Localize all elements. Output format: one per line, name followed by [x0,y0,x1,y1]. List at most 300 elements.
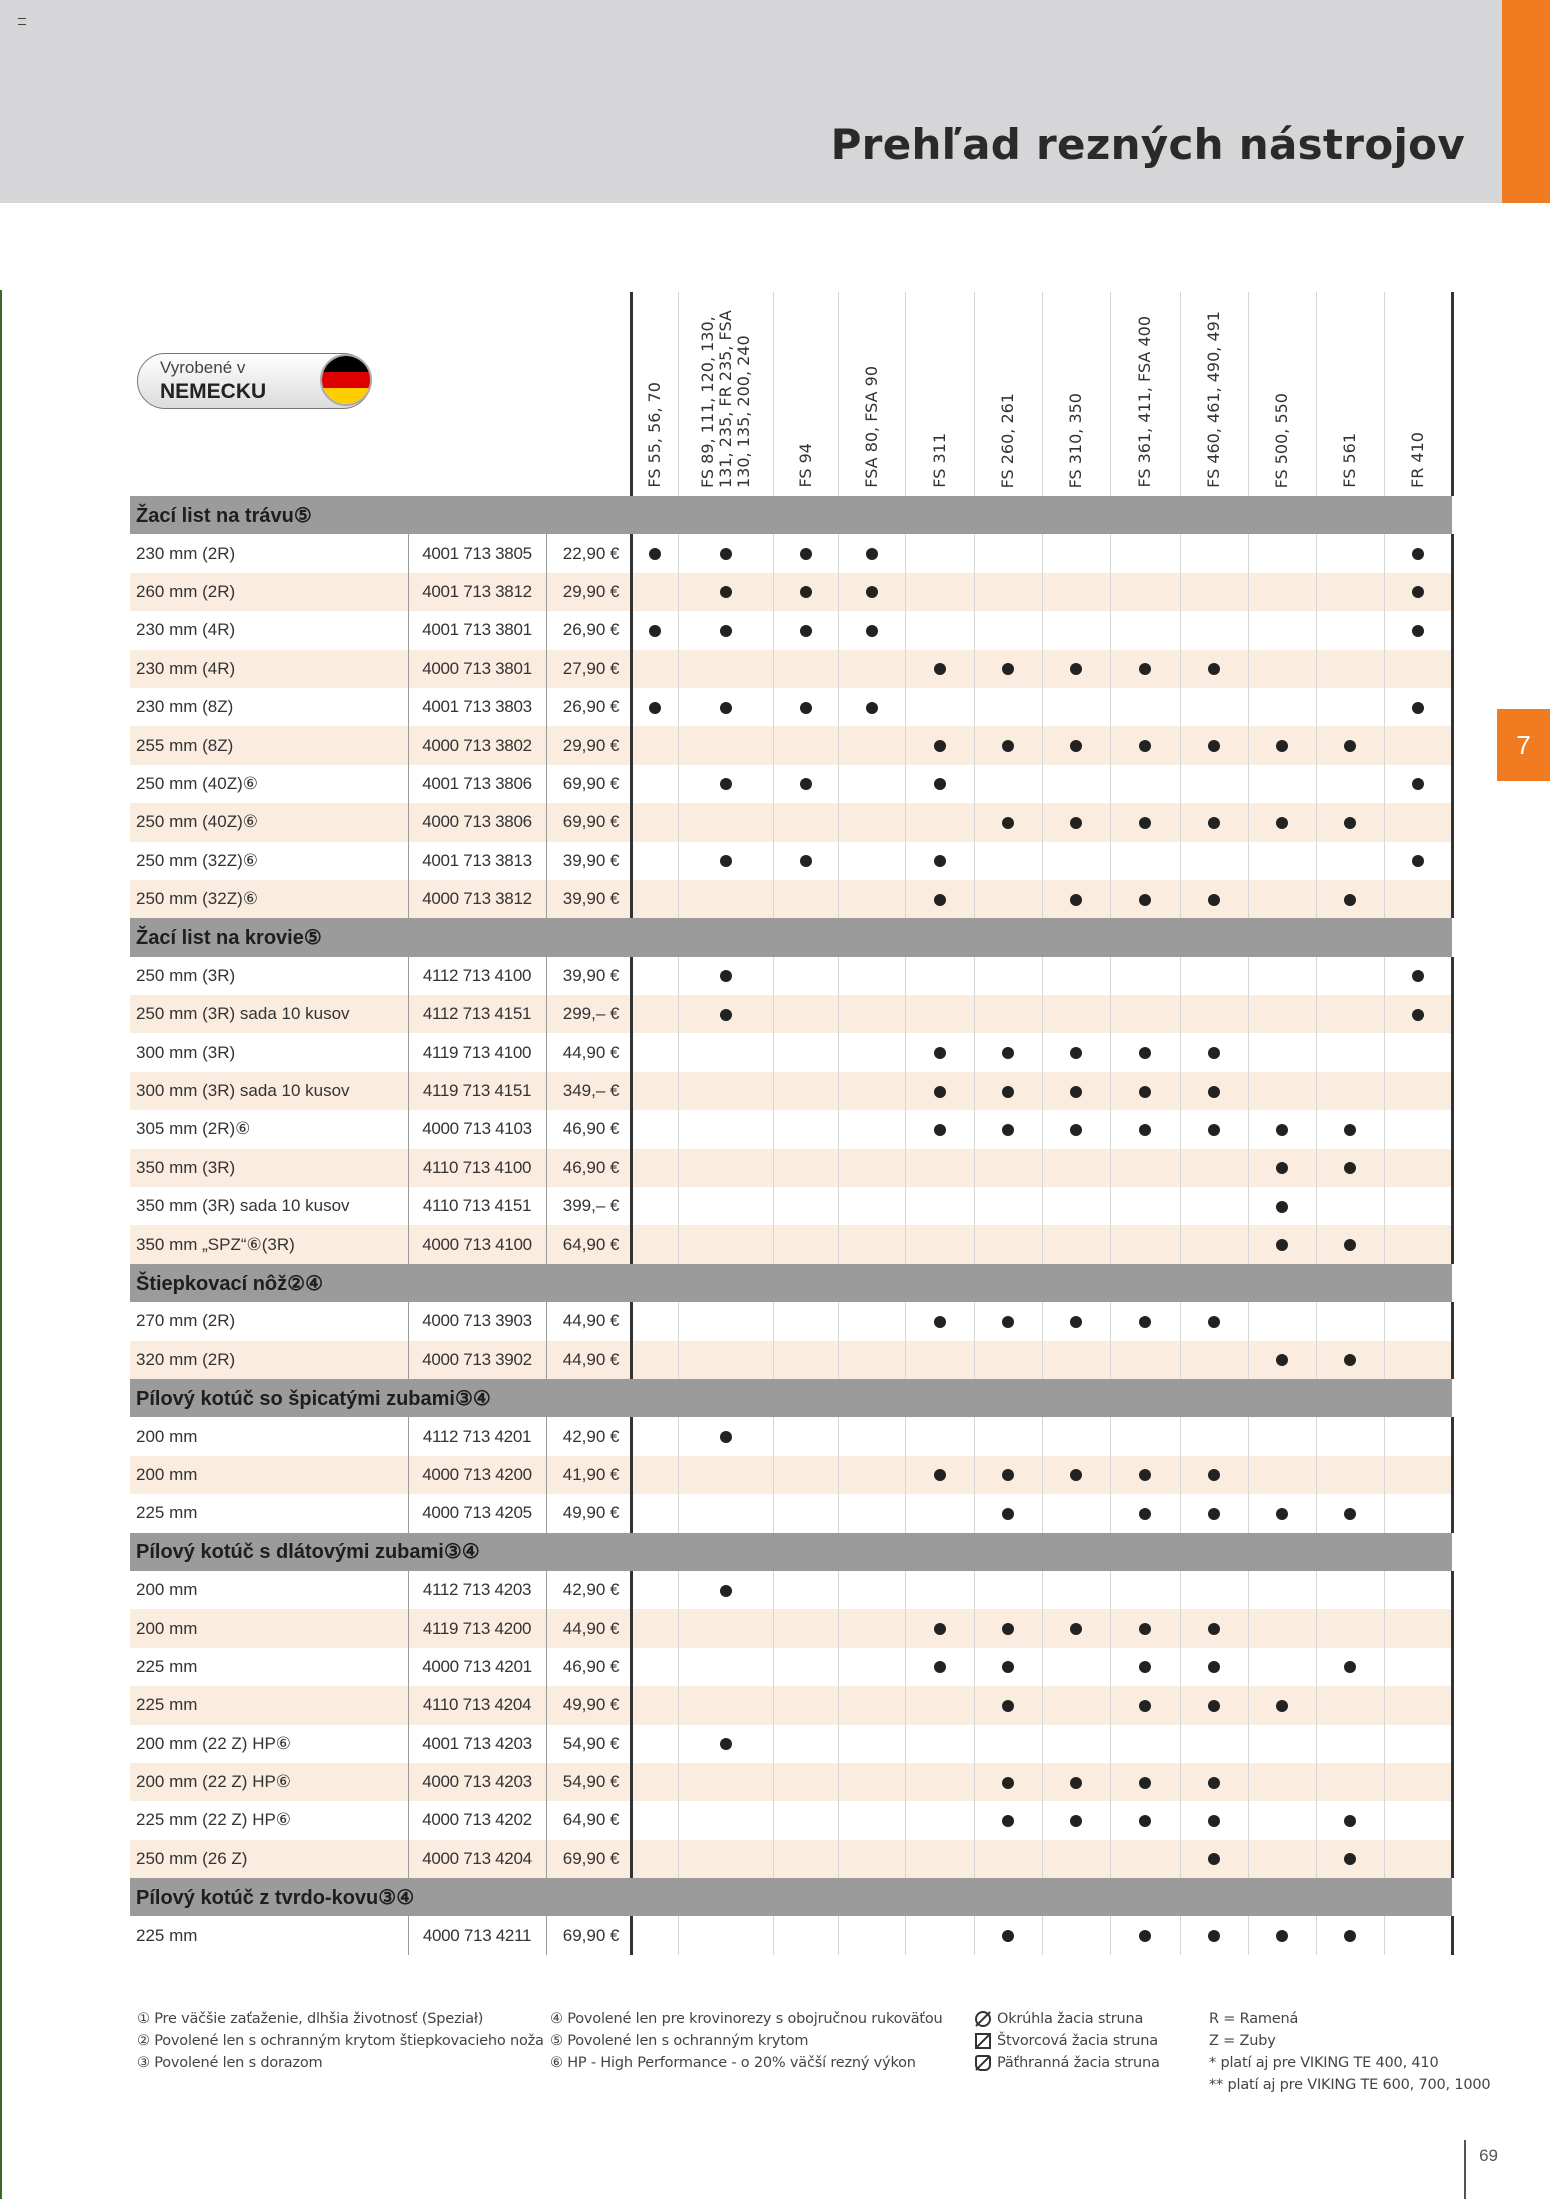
compat-cell [1384,1571,1452,1609]
left-edge-line [0,290,2,2199]
badge-line1: Vyrobené v [160,358,246,377]
compat-cell [838,1801,905,1839]
compat-cell [631,1725,678,1763]
compat-cell [631,726,678,764]
compat-cell [631,1302,678,1340]
compatible-dot-icon [1412,855,1424,867]
compat-cell [974,573,1042,611]
compatible-dot-icon [1344,894,1356,906]
model-header-cell [905,292,974,496]
compat-cell [905,1686,974,1724]
compat-cell [678,1456,773,1494]
compat-cell [678,842,773,880]
compat-cell [838,1149,905,1187]
compat-cell [678,1494,773,1532]
compatible-dot-icon [1002,1815,1014,1827]
footnote-item: * platí aj pre VIKING TE 400, 410 [1209,2055,1439,2071]
table-row [130,1571,1452,1609]
model-header-cell [1316,292,1384,496]
model-label: FS 311 [929,433,949,488]
footnote-item: ⑥ HP - High Performance - o 20% väčší rezný výkon [550,2055,916,2071]
compatible-dot-icon [1139,1700,1151,1712]
compat-cell [1384,688,1452,726]
compat-cell [631,1571,678,1609]
section-header-row [130,1878,1452,1916]
compat-cell [974,1725,1042,1763]
compat-cell [1110,1072,1180,1110]
compat-cell [974,534,1042,572]
compat-cell [1384,1149,1452,1187]
compatible-dot-icon [1276,1201,1288,1213]
product-name: 225 mm (22 Z) HP⑥ [130,1801,408,1839]
product-name: 350 mm „SPZ“⑥(3R) [130,1225,408,1263]
compat-cell [838,842,905,880]
compat-cell [1042,765,1110,803]
compat-cell [1384,534,1452,572]
compat-cell [773,803,838,841]
compat-cell [678,688,773,726]
compatible-dot-icon [1344,1354,1356,1366]
table-row [130,765,1452,803]
product-code: 4119 713 4200 [408,1609,546,1647]
footnote-text: Okrúhla žacia struna [997,2011,1144,2027]
product-code: 4000 713 4203 [408,1763,546,1801]
compat-cell [1384,803,1452,841]
compatible-dot-icon [1002,1508,1014,1520]
compat-cell [1248,765,1316,803]
compat-cell [1316,957,1384,995]
product-code: 4000 713 4103 [408,1110,546,1148]
compat-cell [838,1686,905,1724]
compatible-dot-icon [1344,1239,1356,1251]
footnote-item: ③ Povolené len s dorazom [137,2055,323,2071]
footnote-item: Z = Zuby [1209,2033,1276,2049]
compatible-dot-icon [720,586,732,598]
compatible-dot-icon [1412,970,1424,982]
compat-cell [1180,1033,1248,1071]
compat-cell [1042,1609,1110,1647]
compatible-dot-icon [1208,1508,1220,1520]
compat-cell [1180,1763,1248,1801]
product-code: 4000 713 3812 [408,880,546,918]
compat-cell [1180,573,1248,611]
compat-cell [631,1494,678,1532]
compat-cell [1316,765,1384,803]
chapter-tab[interactable]: 7 [1497,709,1550,781]
section-header-row [130,496,1452,534]
product-price: 54,90 € [546,1725,631,1763]
compat-cell [678,803,773,841]
compat-cell [1180,1302,1248,1340]
compat-cell [678,1225,773,1263]
product-price: 42,90 € [546,1417,631,1455]
compat-cell [1316,1187,1384,1225]
compatible-dot-icon [1070,1815,1082,1827]
compat-cell [1110,1341,1180,1379]
product-code: 4000 713 4205 [408,1494,546,1532]
table-row [130,803,1452,841]
compatible-dot-icon [1139,894,1151,906]
product-name: 225 mm [130,1686,408,1724]
compatible-dot-icon [1344,1930,1356,1942]
product-code: 4000 713 4100 [408,1225,546,1263]
compat-cell [838,1725,905,1763]
compat-cell [678,1302,773,1340]
compatible-dot-icon [1139,817,1151,829]
compat-cell [1180,957,1248,995]
table-row [130,880,1452,918]
table-row [130,1916,1452,1954]
compat-cell [678,1571,773,1609]
compat-cell [1316,1072,1384,1110]
compat-cell [773,1494,838,1532]
compat-cell [838,1225,905,1263]
compatible-dot-icon [1002,1047,1014,1059]
compat-cell [1110,611,1180,649]
model-label: FS 94 [795,443,815,488]
compat-cell [905,995,974,1033]
product-name: 350 mm (3R) [130,1149,408,1187]
footnote-item [975,2052,1160,2074]
section-title: Štiepkovací nôž②④ [130,1264,1452,1302]
compat-cell [974,1609,1042,1647]
compat-cell [773,1456,838,1494]
compat-cell [1110,1302,1180,1340]
model-header-cell [1110,292,1180,496]
compat-cell [1042,842,1110,880]
product-name: 230 mm (4R) [130,650,408,688]
compat-cell [905,1149,974,1187]
compat-cell [1248,573,1316,611]
compat-cell [678,1840,773,1878]
compatible-dot-icon [1139,1661,1151,1673]
compatible-dot-icon [1002,1930,1014,1942]
compatible-dot-icon [1208,894,1220,906]
product-code: 4000 713 3903 [408,1302,546,1340]
compatible-dot-icon [1276,1239,1288,1251]
compat-cell [773,573,838,611]
compat-cell [905,534,974,572]
corner-mark [18,18,26,25]
compat-cell [974,1763,1042,1801]
compat-cell [1248,1840,1316,1878]
compatible-dot-icon [934,855,946,867]
compatible-dot-icon [1139,663,1151,675]
section-title: Pílový kotúč so špicatými zubami③④ [130,1379,1452,1417]
compatible-dot-icon [866,625,878,637]
compat-cell [838,1763,905,1801]
compat-cell [1384,1456,1452,1494]
model-label: FR 410 [1407,432,1427,488]
compat-cell [905,726,974,764]
compat-cell [1248,1494,1316,1532]
model-header-cell [1042,292,1110,496]
compat-cell [1042,1110,1110,1148]
compat-cell [905,650,974,688]
footnote-item: ⑤ Povolené len s ochranným krytom [550,2033,809,2049]
compat-cell [905,688,974,726]
compat-cell [1316,1341,1384,1379]
compat-cell [1248,1417,1316,1455]
compat-cell [678,880,773,918]
compat-cell [773,650,838,688]
compat-cell [1248,1187,1316,1225]
compat-cell [905,1225,974,1263]
compat-cell [905,842,974,880]
product-price: 299,– € [546,995,631,1033]
compat-cell [631,995,678,1033]
compat-cell [1316,1033,1384,1071]
compat-cell [1248,1916,1316,1954]
product-name: 225 mm [130,1916,408,1954]
compat-cell [1316,1302,1384,1340]
product-code: 4000 713 4202 [408,1801,546,1839]
compat-cell [1110,803,1180,841]
product-name: 255 mm (8Z) [130,726,408,764]
compat-cell [1180,650,1248,688]
compatible-dot-icon [1070,817,1082,829]
compat-cell [678,1648,773,1686]
compat-cell [678,650,773,688]
compat-cell [1042,1341,1110,1379]
compat-cell [838,1648,905,1686]
compat-cell [678,726,773,764]
compat-cell [838,534,905,572]
compatible-dot-icon [1139,740,1151,752]
square-line-icon [975,2033,991,2049]
flag-stripe [322,372,370,388]
table-row [130,1341,1452,1379]
badge-line2: NEMECKU [160,380,267,403]
compat-cell [1110,1225,1180,1263]
compat-cell [631,1840,678,1878]
compat-cell [1384,880,1452,918]
product-code: 4112 713 4151 [408,995,546,1033]
compat-cell [1042,1801,1110,1839]
compatible-dot-icon [720,1009,732,1021]
footnote-item: ② Povolené len s ochranným krytom štiepkovacieho noža [137,2033,544,2049]
footnote-item: R = Ramená [1209,2011,1299,2027]
compat-cell [1248,842,1316,880]
section-header-row [130,918,1452,956]
compat-cell [974,1916,1042,1954]
compatible-dot-icon [720,702,732,714]
compat-cell [838,957,905,995]
compat-cell [678,1763,773,1801]
compat-cell [1042,534,1110,572]
compat-cell [773,1225,838,1263]
compatible-dot-icon [1002,817,1014,829]
compat-cell [678,611,773,649]
header-orange-tab [1502,0,1550,203]
product-code: 4001 713 3812 [408,573,546,611]
compat-cell [631,803,678,841]
compat-cell [773,1725,838,1763]
compatible-dot-icon [1276,1124,1288,1136]
compat-cell [773,1149,838,1187]
compat-cell [1248,957,1316,995]
compatible-dot-icon [1412,1009,1424,1021]
compat-cell [974,1033,1042,1071]
footnote-item: ** platí aj pre VIKING TE 600, 700, 1000 [1209,2077,1491,2093]
compat-cell [1384,1302,1452,1340]
compat-cell [1110,957,1180,995]
compat-cell [773,1801,838,1839]
compatible-dot-icon [1208,1700,1220,1712]
compat-cell [631,1225,678,1263]
compatible-dot-icon [1276,1930,1288,1942]
compat-cell [773,1187,838,1225]
compat-cell [905,1417,974,1455]
compat-cell [678,1149,773,1187]
section-header-row [130,1264,1452,1302]
compat-cell [905,765,974,803]
round-line-icon [975,2011,991,2027]
product-price: 349,– € [546,1072,631,1110]
product-name: 200 mm [130,1417,408,1455]
compatible-dot-icon [1070,1124,1082,1136]
model-header-cell [1384,292,1452,496]
compat-cell [838,1609,905,1647]
compat-cell [838,1571,905,1609]
product-name: 200 mm [130,1571,408,1609]
compat-cell [974,1648,1042,1686]
compat-cell [1248,1302,1316,1340]
product-price: 49,90 € [546,1686,631,1724]
product-name: 260 mm (2R) [130,573,408,611]
product-name: 230 mm (2R) [130,534,408,572]
product-name: 200 mm [130,1456,408,1494]
compatible-dot-icon [720,1431,732,1443]
product-price: 54,90 € [546,1763,631,1801]
compat-cell [1248,1225,1316,1263]
compatible-dot-icon [1002,1124,1014,1136]
compat-cell [1248,1571,1316,1609]
compatible-dot-icon [1412,778,1424,790]
compat-cell [974,1801,1042,1839]
compat-cell [1110,1648,1180,1686]
compat-cell [1042,1686,1110,1724]
compat-cell [1384,1763,1452,1801]
compatible-dot-icon [720,1585,732,1597]
compat-cell [974,1840,1042,1878]
compat-cell [631,650,678,688]
compat-cell [1042,1916,1110,1954]
compatible-dot-icon [1002,1623,1014,1635]
compatible-dot-icon [1208,1047,1220,1059]
compat-cell [1110,688,1180,726]
compat-cell [1316,650,1384,688]
compatible-dot-icon [934,778,946,790]
compat-cell [773,1609,838,1647]
product-name: 200 mm (22 Z) HP⑥ [130,1725,408,1763]
model-label: FS 500, 550 [1272,392,1291,488]
compat-cell [974,1302,1042,1340]
table-row [130,534,1452,572]
product-price: 26,90 € [546,688,631,726]
compat-cell [773,995,838,1033]
compat-cell [1180,803,1248,841]
compat-cell [1384,1840,1452,1878]
compat-cell [773,1686,838,1724]
compat-cell [905,803,974,841]
compatible-dot-icon [1276,1162,1288,1174]
compat-cell [974,765,1042,803]
compat-cell [1042,1302,1110,1340]
compat-cell [1316,573,1384,611]
compat-cell [1180,1609,1248,1647]
product-code: 4001 713 3805 [408,534,546,572]
compat-cell [631,1149,678,1187]
product-name: 300 mm (3R) sada 10 kusov [130,1072,408,1110]
compatible-dot-icon [800,855,812,867]
compatible-dot-icon [1208,1316,1220,1328]
product-price: 44,90 € [546,1302,631,1340]
product-name: 230 mm (8Z) [130,688,408,726]
product-price: 22,90 € [546,534,631,572]
compatible-dot-icon [1208,1469,1220,1481]
compat-cell [1042,1571,1110,1609]
product-code: 4001 713 4203 [408,1725,546,1763]
product-price: 44,90 € [546,1033,631,1071]
product-name: 305 mm (2R)⑥ [130,1110,408,1148]
pentagon-line-icon [975,2055,991,2071]
product-price: 46,90 € [546,1149,631,1187]
compat-cell [1042,880,1110,918]
product-name: 250 mm (26 Z) [130,1840,408,1878]
product-code: 4001 713 3813 [408,842,546,880]
compatible-dot-icon [1344,1661,1356,1673]
compat-cell [1180,995,1248,1033]
compatible-dot-icon [934,663,946,675]
compat-cell [905,573,974,611]
compat-cell [1042,688,1110,726]
compat-cell [631,1916,678,1954]
compat-cell [1110,1417,1180,1455]
compatible-dot-icon [1208,1853,1220,1865]
model-label: FS 55, 56, 70 [645,382,664,488]
compatible-dot-icon [1344,740,1356,752]
compat-cell [1316,1225,1384,1263]
compat-cell [631,534,678,572]
compat-cell [1042,650,1110,688]
compat-cell [1248,1033,1316,1071]
table-row [130,1417,1452,1455]
compat-cell [1180,1494,1248,1532]
compat-cell [905,1302,974,1340]
compat-cell [1248,688,1316,726]
compat-cell [631,1801,678,1839]
compatible-dot-icon [1002,1661,1014,1673]
compat-cell [1316,688,1384,726]
compatible-dot-icon [934,1086,946,1098]
compat-cell [1316,995,1384,1033]
product-price: 49,90 € [546,1494,631,1532]
compat-cell [1248,650,1316,688]
compat-cell [1248,995,1316,1033]
compatible-dot-icon [1070,1316,1082,1328]
compat-cell [1042,1187,1110,1225]
compatible-dot-icon [934,1469,946,1481]
compat-cell [838,803,905,841]
compatible-dot-icon [649,625,661,637]
product-name: 200 mm [130,1609,408,1647]
compat-cell [1110,1110,1180,1148]
footnote-item: ④ Povolené len pre krovinorezy s obojručnou rukoväťou [550,2011,943,2027]
product-name: 250 mm (40Z)⑥ [130,765,408,803]
compat-cell [974,803,1042,841]
compat-cell [631,842,678,880]
